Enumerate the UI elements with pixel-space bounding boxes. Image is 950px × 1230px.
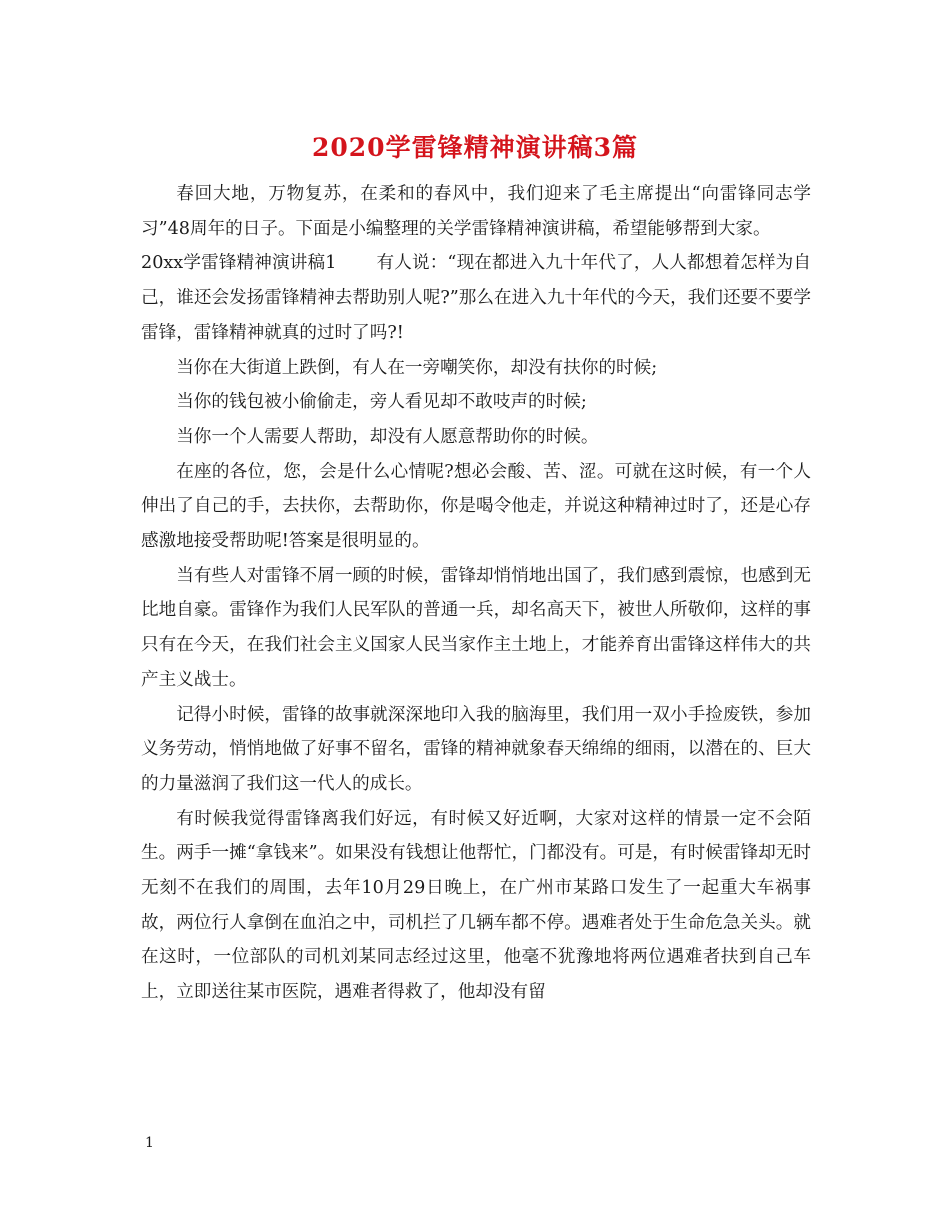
paragraph-abroad: 当有些人对雷锋不屑一顾的时候，雷锋却悄悄地出国了，我们感到震惊，也感到无比地自豪。雷锋作为我们人民军队的普通一兵，却名高天下，被世人所敬仰，这样的事只有在今天，在我们社会主义国家人民当家作主土地上，才能养育出雷锋这样伟大的共产主义战士。 <box>141 565 811 690</box>
paragraph-help: 当你一个人需要人帮助，却没有人愿意帮助你的时候。 <box>176 426 599 447</box>
paragraph-fall: 当你在大街道上跌倒，有人在一旁嘲笑你，却没有扶你的时候; <box>176 357 658 378</box>
intro-paragraph: 春回大地，万物复苏，在柔和的春风中，我们迎来了毛主席提出“向雷锋同志学习”48周年的日子。下面是小编整理的关学雷锋精神演讲稿，希望能够帮到大家。 <box>141 184 811 239</box>
section-first-text: 有人说：“现在都进入九十年代了，人人都想着怎样为自己，谁还会发扬雷锋精神去帮助别人呢?”那么在进入九十年代的今天，我们还要不要学雷锋，雷锋精神就真的过时了吗?! <box>141 253 811 343</box>
section-paragraph <box>141 246 811 350</box>
page-number: 1 <box>145 1135 154 1151</box>
paragraph-wallet: 当你的钱包被小偷偷走，旁人看见却不敢吱声的时候; <box>176 392 587 413</box>
paragraph-near-far: 有时候我觉得雷锋离我们好远，有时候又好近啊，大家对这样的情景一定不会陌生。两手一摊“拿钱来”。如果没有钱想让他帮忙，门都没有。可是，有时候雷锋却无时无刻不在我们的周围，去年10月29日晚上，在广州市某路口发生了一起重大车祸事故，两位行人拿倒在血泊之中，司机拦了几辆车都不停。遇难者处于生命危急关头。就在这时，一位部队的司机刘某同志经过这里，他毫不犹豫地将两位遇难者扶到自己车上，立即送往某市医院，遇难者得救了，他却没有留 <box>141 808 811 1003</box>
paragraph-childhood: 记得小时候，雷锋的故事就深深地印入我的脑海里，我们用一双小手捡废铁，参加义务劳动，悄悄地做了好事不留名，雷锋的精神就象春天绵绵的细雨，以潜在的、巨大的力量滋润了我们这一代人的成长。 <box>141 704 811 794</box>
paragraph-audience: 在座的各位，您，会是什么心情呢?想必会酸、苦、涩。可就在这时候，有一个人伸出了自己的手，去扶你，去帮助你，你是喝令他走，并说这种精神过时了，还是心存感激地接受帮助呢!答案是很明显的。 <box>141 461 811 552</box>
section-heading: 20xx学雷锋精神演讲稿1 <box>141 253 337 274</box>
document-body <box>141 177 811 1010</box>
document-title: 2020学雷锋精神演讲稿3篇 <box>312 133 638 162</box>
